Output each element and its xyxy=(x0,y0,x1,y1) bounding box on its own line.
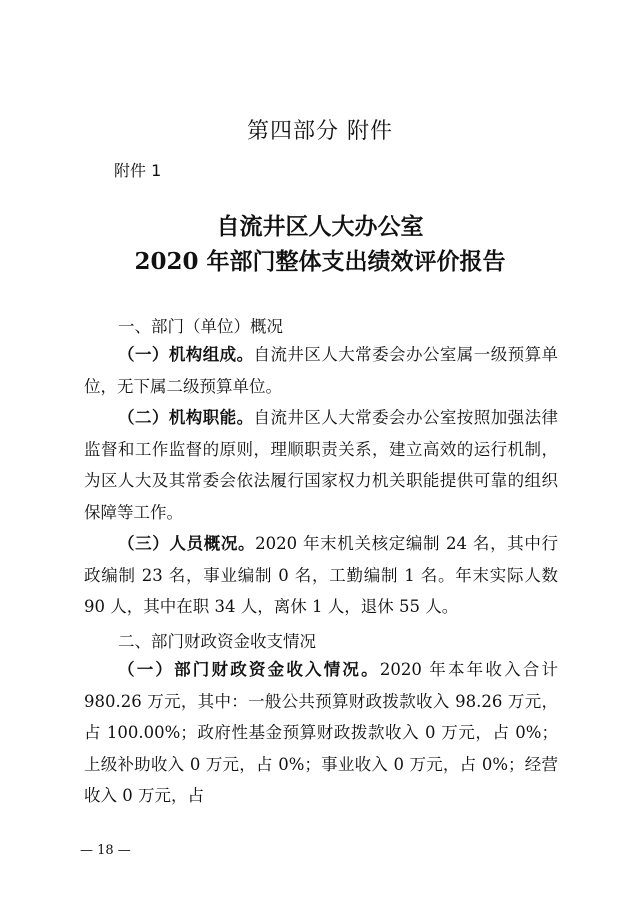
attachment-label: 附件 1 xyxy=(114,161,162,180)
section2-heading: 二、部门财政资金收支情况 xyxy=(118,632,316,651)
paragraph-text: 自流井区人大常委会办公室属一级预算单位，无下属二级预算单位。 xyxy=(84,345,559,396)
paragraph-lead: （二）机构职能。 xyxy=(118,408,254,427)
page-number: — 18 — xyxy=(80,843,131,858)
paragraph-organization xyxy=(84,339,558,402)
paragraph-functions xyxy=(84,402,558,528)
paragraph-text: 自流井区人大常委会办公室按照加强法律监督和工作监督的原则，理顺职责关系，建立高效的运行机制，为区人大及其常委会依法履行国家权力机关职能提供可靠的组织保障等工作。 xyxy=(84,408,559,522)
paragraph-staff xyxy=(84,528,558,623)
paragraph-lead: （一）机构组成。 xyxy=(118,345,254,364)
part-title: 第四部分 附件 xyxy=(247,119,393,144)
paragraph-lead: （三）人员概况。 xyxy=(118,534,256,553)
paragraph-text: 2020 年末机关核定编制 24 名，其中行政编制 23 名，事业编制 0 名，工勤编制 1 名。年末实际人数 90 人，其中在职 34 人，离休 1 人，退休 55 人。 xyxy=(84,534,558,616)
report-title-line1: 自流井区人大办公室 xyxy=(216,213,424,240)
report-title-line2: 2020 年部门整体支出绩效评价报告 xyxy=(134,248,506,275)
paragraph-lead: （一）部门财政资金收入情况。 xyxy=(118,660,380,679)
paragraph-text: 2020 年本年收入合计 980.26 万元，其中：一般公共预算财政拨款收入 98.26 万元，占 100.00%；政府性基金预算财政拨款收入 0 万元，占 0%；上级补助收入 0 万元，占 0%；事业收入 0 万元，占 0%；经营收入 0 万元，占 xyxy=(84,660,558,805)
paragraph-income xyxy=(84,654,558,812)
section1-heading: 一、部门（单位）概况 xyxy=(118,317,283,336)
